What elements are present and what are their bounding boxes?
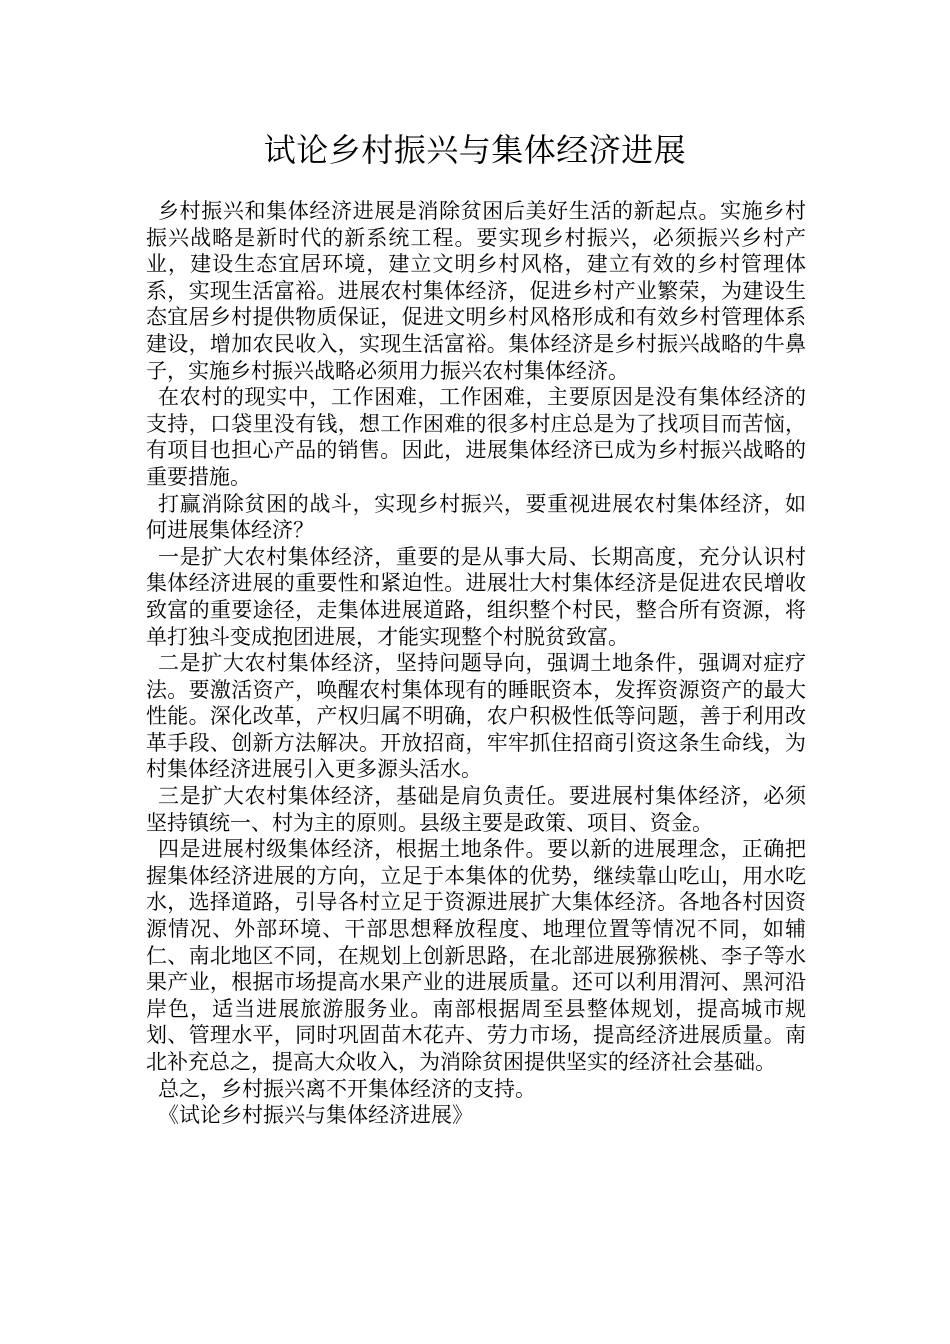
paragraph-point-two: 二是扩大农村集体经济，坚持问题导向，强调土地条件，强调对症疗法。要激活资产，唤醒农村集体现有的睡眠资本，发挥资源资产的最大性能。深化改革，产权归属不明确，农户积极性低等问题，善于利用改革手段、创新方法解决。开放招商，牢牢抓住招商引资这条生命线，为村集体经济进展引入更多源头活水。 xyxy=(146,651,806,782)
paragraph-point-three: 三是扩大农村集体经济，基础是肩负责任。要进展村集体经济，必须坚持镇统一、村为主的原则。县级主要是政策、项目、资金。 xyxy=(146,784,806,835)
paragraph-question: 打赢消除贫困的战斗，实现乡村振兴，要重视进展农村集体经济，如何进展集体经济？ xyxy=(146,491,806,543)
document-body xyxy=(146,198,806,1129)
paragraph-source-title: 《试论乡村振兴与集体经济进展》 xyxy=(158,1103,473,1128)
document-title: 试论乡村振兴与集体经济进展 xyxy=(263,131,687,169)
paragraph-point-four: 四是进展村级集体经济，根据土地条件。要以新的进展理念，正确把握集体经济进展的方向，立足于本集体的优势，继续靠山吃山，用水吃水，选择道路，引导各村立足于资源进展扩大集体经济。各地各村因资源情况、外部环境、干部思想释放程度、地理位置等情况不同，如辅仁、南北地区不同，在规划上创新思路，在北部进展猕猴桃、李子等水果产业，根据市场提高水果产业的进展质量。还可以利用渭河、黑河沿岸色，适当进展旅游服务业。南部根据周至县整体规划，提高城市规划、管理水平，同时巩固苗木花卉、劳力市场，提高经济进展质量。南北补充总之，提高大众收入，为消除贫困提供坚实的经济社会基础。 xyxy=(146,837,806,1074)
paragraph-point-one: 一是扩大农村集体经济，重要的是从事大局、长期高度，充分认识村集体经济进展的重要性和紧迫性。进展壮大村集体经济是促进农民增收致富的重要途径，走集体进展道路，组织整个村民，整合所有资源，将单打独斗变成抱团进展，才能实现整个村脱贫致富。 xyxy=(146,544,806,649)
paragraph-conclusion: 总之，乡村振兴离不开集体经济的支持。 xyxy=(158,1076,536,1101)
paragraph-intro: 乡村振兴和集体经济进展是消除贫困后美好生活的新起点。实施乡村振兴战略是新时代的新系统工程。要实现乡村振兴，必须振兴乡村产业，建设生态宜居环境，建立文明乡村风格，建立有效的乡村管理体系，实现生活富裕。进展农村集体经济，促进乡村产业繁荣，为建设生态宜居乡村提供物质保证，促进文明乡村风格形成和有效乡村管理体系建设，增加农民收入，实现生活富裕。集体经济是乡村振兴战略的牛鼻子，实施乡村振兴战略必须用力振兴农村集体经济。 xyxy=(146,199,806,383)
paragraph-reality: 在农村的现实中，工作困难，工作困难，主要原因是没有集体经济的支持，口袋里没有钱，想工作困难的很多村庄总是为了找项目而苦恼，有项目也担心产品的销售。因此，进展集体经济已成为乡村振兴战略的重要措施。 xyxy=(146,385,806,489)
